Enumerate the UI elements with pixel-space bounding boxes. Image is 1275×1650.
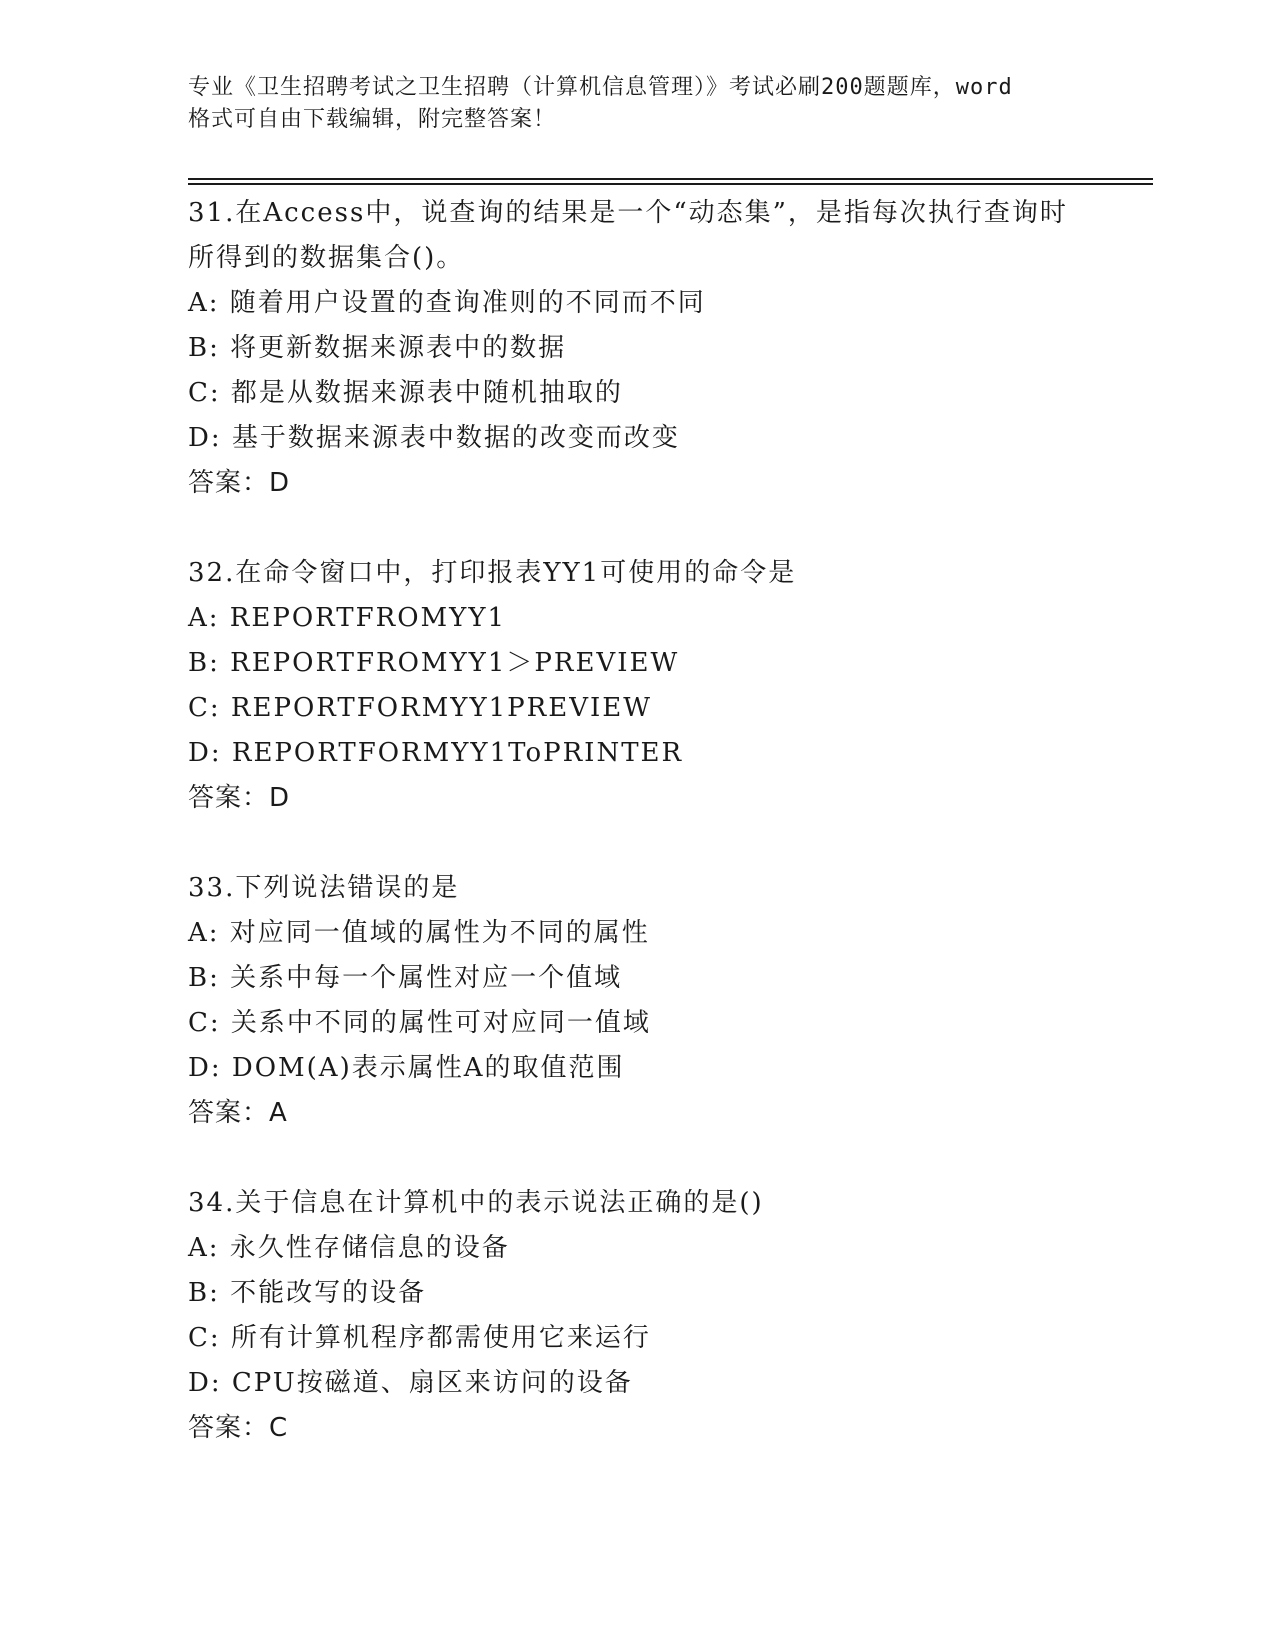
option-a: A: REPORTFROMYY1: [188, 603, 507, 633]
answer-value: A: [269, 1098, 288, 1128]
question-text: 31.在Access中，说查询的结果是一个“动态集”，是指每次执行查询时所得到的数据集合()。: [188, 198, 1068, 273]
question-list: [188, 191, 1088, 1496]
answer-value: D: [269, 783, 291, 813]
option-c: C: 所有计算机程序都需使用它来运行: [188, 1323, 651, 1353]
answer-label: 答案：: [188, 468, 270, 498]
answer-value: D: [269, 468, 291, 498]
option-b: B: 将更新数据来源表中的数据: [188, 333, 567, 363]
option-c: C: 关系中不同的属性可对应同一值域: [188, 1008, 651, 1038]
option-a: A: 随着用户设置的查询准则的不同而不同: [188, 288, 706, 318]
option-a: A: 对应同一值域的属性为不同的属性: [188, 918, 650, 948]
answer-line: [188, 776, 1088, 821]
header-rule-top: [188, 178, 1153, 180]
option-d: D: DOM(A)表示属性A的取值范围: [188, 1053, 625, 1083]
question-34: [188, 1181, 1088, 1451]
option-d: D: REPORTFORMYY1ToPRINTER: [188, 738, 684, 768]
answer-label: 答案：: [188, 1098, 270, 1128]
option-b: B: 关系中每一个属性对应一个值域: [188, 963, 623, 993]
header-line-1: 专业《卫生招聘考试之卫生招聘（计算机信息管理）》考试必刷200题题库，word: [188, 75, 1013, 100]
option-b: B: REPORTFROMYY1＞PREVIEW: [188, 648, 680, 678]
answer-line: [188, 1406, 1088, 1451]
question-32: [188, 551, 1088, 821]
option-a: A: 永久性存储信息的设备: [188, 1233, 510, 1263]
header-line-2: 格式可自由下载编辑，附完整答案！: [188, 107, 557, 132]
answer-line: [188, 1091, 1088, 1136]
answer-value: C: [269, 1413, 289, 1443]
option-b: B: 不能改写的设备: [188, 1278, 427, 1308]
answer-line: [188, 461, 1088, 506]
option-d: D: 基于数据来源表中数据的改变而改变: [188, 423, 680, 453]
question-text: 34.关于信息在计算机中的表示说法正确的是(): [188, 1188, 764, 1218]
question-33: [188, 866, 1088, 1136]
option-c: C: REPORTFORMYY1PREVIEW: [188, 693, 652, 723]
question-31: [188, 191, 1088, 506]
option-d: D: CPU按磁道、扇区来访问的设备: [188, 1368, 633, 1398]
answer-label: 答案：: [188, 1413, 270, 1443]
answer-label: 答案：: [188, 783, 270, 813]
header-rule-bottom: [188, 183, 1153, 185]
option-c: C: 都是从数据来源表中随机抽取的: [188, 378, 623, 408]
question-text: 32.在命令窗口中，打印报表YY1可使用的命令是: [188, 558, 797, 588]
document-header: [188, 72, 1088, 136]
question-text: 33.下列说法错误的是: [188, 873, 460, 903]
